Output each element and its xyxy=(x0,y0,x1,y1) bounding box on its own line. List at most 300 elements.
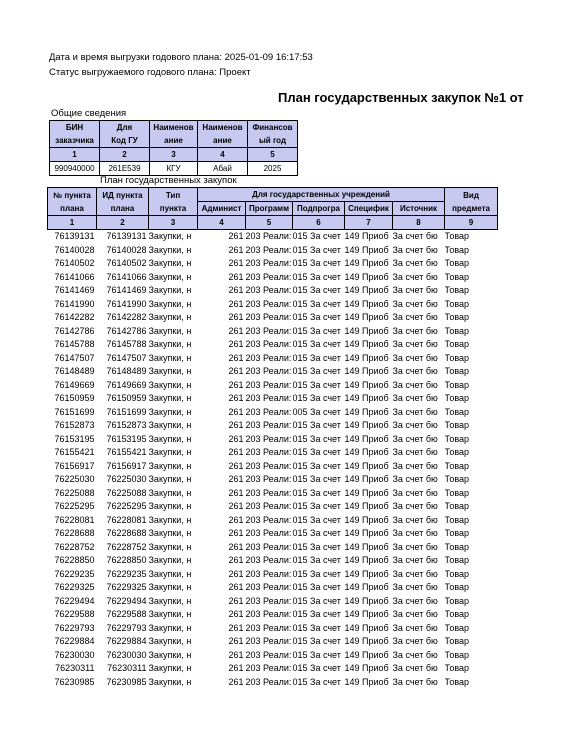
item-type-cell: Закупки, н xyxy=(148,285,192,295)
general-data-row xyxy=(50,162,298,176)
subprogram-cell: 015 За счет xyxy=(292,460,341,471)
subject-type-cell: Товар xyxy=(444,528,470,538)
export-datetime: Дата и время выгрузки годового плана: 2025-01-09 16:17:53 xyxy=(49,52,313,63)
plan-item-no-cell: 76225295 xyxy=(54,501,95,511)
table-row xyxy=(48,500,498,514)
specifics-cell: 149 Приоб xyxy=(344,541,389,552)
header-name: Наименов ание xyxy=(150,121,198,148)
subprogram-cell: 015 За счет xyxy=(292,231,341,241)
item-type-cell: Закупки, н xyxy=(148,501,192,511)
table-row xyxy=(48,622,498,636)
table-row xyxy=(48,325,498,339)
plan-item-no-cell: 76229235 xyxy=(54,568,95,579)
program-cell: 203 Реали: xyxy=(245,514,292,525)
source-cell: За счет бю xyxy=(392,447,438,457)
subprogram-cell: 015 За счет xyxy=(292,622,341,633)
source-cell: За счет бю xyxy=(392,649,438,660)
specifics-cell: 149 Приоб xyxy=(344,514,389,525)
plan-header-row xyxy=(48,188,498,202)
item-type-cell: Закупки, н xyxy=(148,487,192,498)
header-government-institutions: Для государственных учреждений xyxy=(198,188,445,202)
header-program: Программ xyxy=(246,202,293,216)
source-cell: За счет бю xyxy=(392,487,438,498)
specifics-cell: 149 Приоб xyxy=(344,352,389,363)
plan-item-id-cell: 76230311 xyxy=(107,663,147,673)
source-cell: За счет бю xyxy=(392,433,438,444)
program-cell: 203 Реали: xyxy=(245,474,292,484)
table-row xyxy=(48,649,498,663)
source-cell: За счет бю xyxy=(392,244,438,255)
specifics-cell: 149 Приоб xyxy=(344,636,389,646)
subject-type-cell: Товар xyxy=(444,663,470,673)
program-cell: 203 Реали: xyxy=(245,555,292,565)
header-name-2: Наименов ание xyxy=(198,121,248,148)
bin-value: 990940000 xyxy=(50,162,100,176)
name-value-2: Абай xyxy=(198,162,248,176)
specifics-cell: 149 Приоб xyxy=(344,433,389,444)
subprogram-cell: 015 За счет xyxy=(292,433,341,444)
program-cell: 203 Реали: xyxy=(245,379,292,390)
plan-status: Статус выгружаемого годового плана: Проект xyxy=(49,67,251,78)
administrator-cell: 261 xyxy=(228,636,244,646)
source-cell: За счет бю xyxy=(392,285,438,295)
plan-item-id-cell: 76148489 xyxy=(106,366,147,376)
table-row xyxy=(48,514,498,528)
plan-item-id-cell: 76152873 xyxy=(106,420,147,430)
specifics-cell: 149 Приоб xyxy=(344,663,389,673)
subject-type-cell: Товар xyxy=(444,366,470,376)
program-cell: 203 Реали: xyxy=(245,582,292,592)
column-number: 5 xyxy=(246,216,293,230)
administrator-cell: 261 xyxy=(228,433,244,444)
program-cell: 203 Реали: xyxy=(245,258,292,268)
subprogram-cell: 015 За счет xyxy=(292,339,341,349)
subprogram-cell: 015 За счет xyxy=(292,285,341,295)
source-cell: За счет бю xyxy=(392,271,438,282)
header-item-type: Тип пункта xyxy=(149,188,198,216)
subprogram-cell: 015 За счет xyxy=(292,325,341,336)
program-cell: 203 Реали: xyxy=(245,339,292,349)
item-type-cell: Закупки, н xyxy=(148,636,192,646)
source-cell: За счет бю xyxy=(392,460,438,471)
plan-item-id-cell: 76225295 xyxy=(106,501,147,511)
plan-item-no-cell: 76147507 xyxy=(54,352,95,363)
plan-item-id-cell: 76229325 xyxy=(106,582,147,592)
table-row xyxy=(48,257,498,271)
subprogram-cell: 015 За счет xyxy=(292,487,341,498)
item-type-cell: Закупки, н xyxy=(148,271,192,282)
table-row xyxy=(48,406,498,420)
subject-type-cell: Товар xyxy=(444,379,470,390)
plan-item-id-cell: 76142786 xyxy=(106,325,147,336)
table-row xyxy=(48,392,498,406)
item-type-cell: Закупки, н xyxy=(148,366,192,376)
subject-type-cell: Товар xyxy=(444,460,470,471)
item-type-cell: Закупки, н xyxy=(148,609,192,619)
plan-item-no-cell: 76155421 xyxy=(54,447,95,457)
subprogram-cell: 015 За счет xyxy=(292,676,341,687)
specifics-cell: 149 Приоб xyxy=(344,487,389,498)
plan-item-id-cell: 76230030 xyxy=(106,649,147,660)
plan-item-id-cell: 76229793 xyxy=(106,622,147,633)
administrator-cell: 261 xyxy=(228,582,244,592)
subject-type-cell: Товар xyxy=(444,312,470,322)
item-type-cell: Закупки, н xyxy=(148,406,192,417)
subprogram-cell: 015 За счет xyxy=(292,501,341,511)
program-cell: 203 Реали: xyxy=(245,325,292,336)
header-plan-item-id: ИД пункта плана xyxy=(97,188,149,216)
administrator-cell: 261 xyxy=(228,420,244,430)
administrator-cell: 261 xyxy=(228,393,244,403)
plan-item-no-cell: 76141990 xyxy=(54,298,95,309)
subject-type-cell: Товар xyxy=(444,622,470,633)
item-type-cell: Закупки, н xyxy=(148,352,192,363)
table-row xyxy=(48,554,498,568)
subject-type-cell: Товар xyxy=(444,595,470,606)
plan-item-no-cell: 76156917 xyxy=(54,460,95,471)
item-type-cell: Закупки, н xyxy=(148,420,192,430)
plan-item-id-cell: 76142282 xyxy=(106,312,147,322)
program-cell: 203 Реали: xyxy=(245,393,292,403)
general-number-row xyxy=(50,148,298,162)
program-cell: 203 Реали: xyxy=(245,433,292,444)
subject-type-cell: Товар xyxy=(444,271,470,282)
source-cell: За счет бю xyxy=(392,595,438,606)
program-cell: 203 Реали: xyxy=(245,622,292,633)
specifics-cell: 149 Приоб xyxy=(344,676,389,687)
administrator-cell: 261 xyxy=(228,298,244,309)
general-info-caption: Общие сведения xyxy=(51,108,127,119)
administrator-cell: 261 xyxy=(228,595,244,606)
program-cell: 203 Реали: xyxy=(245,298,292,309)
administrator-cell: 261 xyxy=(228,325,244,336)
program-cell: 203 Реали: xyxy=(245,568,292,579)
plan-item-id-cell: 76228688 xyxy=(106,528,147,538)
program-cell: 203 Реали: xyxy=(245,312,292,322)
plan-rows xyxy=(48,230,498,690)
item-type-cell: Закупки, н xyxy=(148,595,192,606)
subject-type-cell: Товар xyxy=(444,447,470,457)
program-cell: 203 Реали: xyxy=(245,271,292,282)
source-cell: За счет бю xyxy=(392,393,438,403)
subject-type-cell: Товар xyxy=(444,636,470,646)
subject-type-cell: Товар xyxy=(444,298,470,309)
plan-item-id-cell: 76229588 xyxy=(106,609,147,619)
plan-item-id-cell: 76228850 xyxy=(106,555,147,565)
plan-item-no-cell: 76151699 xyxy=(54,406,95,417)
source-cell: За счет бю xyxy=(392,636,438,646)
administrator-cell: 261 xyxy=(228,501,244,511)
item-type-cell: Закупки, н xyxy=(148,649,192,660)
administrator-cell: 261 xyxy=(228,258,244,268)
source-cell: За счет бю xyxy=(392,609,438,619)
column-number: 8 xyxy=(393,216,445,230)
plan-item-no-cell: 76229325 xyxy=(54,582,95,592)
source-cell: За счет бю xyxy=(392,541,438,552)
table-row xyxy=(48,460,498,474)
administrator-cell: 261 xyxy=(228,568,244,579)
plan-item-no-cell: 76225030 xyxy=(54,474,95,484)
program-cell: 203 Реали: xyxy=(245,636,292,646)
plan-item-id-cell: 76140028 xyxy=(106,244,147,255)
subprogram-cell: 015 За счет xyxy=(292,663,341,673)
plan-item-no-cell: 76229588 xyxy=(54,609,95,619)
subprogram-cell: 015 За счет xyxy=(292,649,341,660)
subprogram-cell: 015 За счет xyxy=(292,582,341,592)
plan-item-id-cell: 76139131 xyxy=(106,231,147,241)
plan-item-id-cell: 76141066 xyxy=(106,271,147,282)
header-bin: БИН заказчика xyxy=(50,121,100,148)
specifics-cell: 149 Приоб xyxy=(344,271,389,282)
program-cell: 203 Реали: xyxy=(245,487,292,498)
table-row xyxy=(48,298,498,312)
column-number: 2 xyxy=(100,148,150,162)
plan-item-id-cell: 76141990 xyxy=(106,298,147,309)
column-number: 4 xyxy=(198,148,248,162)
column-number: 4 xyxy=(198,216,246,230)
specifics-cell: 149 Приоб xyxy=(344,595,389,606)
procurement-plan-table xyxy=(47,187,498,689)
source-cell: За счет бю xyxy=(392,298,438,309)
program-cell: 203 Реали: xyxy=(245,460,292,471)
subject-type-cell: Товар xyxy=(444,231,470,241)
table-row xyxy=(48,352,498,366)
item-type-cell: Закупки, н xyxy=(148,231,192,241)
subprogram-cell: 015 За счет xyxy=(292,298,341,309)
administrator-cell: 261 xyxy=(228,231,244,241)
item-type-cell: Закупки, н xyxy=(148,393,192,403)
table-row xyxy=(48,338,498,352)
specifics-cell: 149 Приоб xyxy=(344,460,389,471)
administrator-cell: 261 xyxy=(228,609,244,619)
item-type-cell: Закупки, н xyxy=(148,582,192,592)
item-type-cell: Закупки, н xyxy=(148,528,192,538)
plan-item-no-cell: 76230311 xyxy=(55,663,95,673)
subprogram-cell: 015 За счет xyxy=(292,595,341,606)
specifics-cell: 149 Приоб xyxy=(344,312,389,322)
item-type-cell: Закупки, н xyxy=(148,622,192,633)
item-type-cell: Закупки, н xyxy=(148,676,192,687)
item-type-cell: Закупки, н xyxy=(148,555,192,565)
program-cell: 203 Реали: xyxy=(245,663,292,673)
table-row xyxy=(48,662,498,676)
table-row xyxy=(48,365,498,379)
column-number: 7 xyxy=(345,216,393,230)
source-cell: За счет бю xyxy=(392,420,438,430)
administrator-cell: 261 xyxy=(228,339,244,349)
administrator-cell: 261 xyxy=(228,474,244,484)
plan-item-no-cell: 76152873 xyxy=(54,420,95,430)
program-cell: 203 Реали: xyxy=(245,366,292,376)
program-cell: 203 Реали: xyxy=(245,595,292,606)
name-value: КГУ xyxy=(150,162,198,176)
subprogram-cell: 015 За счет xyxy=(292,352,341,363)
item-type-cell: Закупки, н xyxy=(148,514,192,525)
specifics-cell: 149 Приоб xyxy=(344,474,389,484)
header-administrator: Админист xyxy=(198,202,246,216)
program-cell: 203 Реали: xyxy=(245,541,292,552)
plan-item-id-cell: 76228752 xyxy=(106,541,147,552)
plan-item-no-cell: 76139131 xyxy=(54,231,95,241)
specifics-cell: 149 Приоб xyxy=(344,649,389,660)
source-cell: За счет бю xyxy=(392,379,438,390)
plan-item-id-cell: 76141469 xyxy=(106,285,147,295)
subprogram-cell: 015 За счет xyxy=(292,420,341,430)
subprogram-cell: 015 За счет xyxy=(292,379,341,390)
column-number: 1 xyxy=(48,216,97,230)
subprogram-cell: 015 За счет xyxy=(292,528,341,538)
plan-item-no-cell: 76153195 xyxy=(54,433,95,444)
administrator-cell: 261 xyxy=(228,649,244,660)
source-cell: За счет бю xyxy=(392,528,438,538)
program-cell: 203 Реали: xyxy=(245,420,292,430)
subprogram-cell: 015 За счет xyxy=(292,312,341,322)
specifics-cell: 149 Приоб xyxy=(344,339,389,349)
column-number: 2 xyxy=(97,216,149,230)
program-cell: 203 Реали: xyxy=(245,244,292,255)
item-type-cell: Закупки, н xyxy=(148,447,192,457)
program-cell: 203 Реали: xyxy=(245,285,292,295)
plan-item-no-cell: 76225088 xyxy=(54,487,95,498)
administrator-cell: 261 xyxy=(228,285,244,295)
administrator-cell: 261 xyxy=(228,406,244,417)
specifics-cell: 149 Приоб xyxy=(344,420,389,430)
table-row xyxy=(48,541,498,555)
column-number: 1 xyxy=(50,148,100,162)
subject-type-cell: Товар xyxy=(444,244,470,255)
table-row xyxy=(48,595,498,609)
administrator-cell: 261 xyxy=(228,447,244,457)
item-type-cell: Закупки, н xyxy=(148,663,192,673)
program-cell: 203 Реали: xyxy=(245,649,292,660)
subject-type-cell: Товар xyxy=(444,420,470,430)
administrator-cell: 261 xyxy=(228,312,244,322)
subprogram-cell: 015 За счет xyxy=(292,271,341,282)
subject-type-cell: Товар xyxy=(444,676,470,687)
program-cell: 203 Реали: xyxy=(245,352,292,363)
plan-item-id-cell: 76228081 xyxy=(106,514,147,525)
item-type-cell: Закупки, н xyxy=(148,325,192,336)
program-cell: 203 Реали: xyxy=(245,447,292,457)
plan-item-no-cell: 76230030 xyxy=(54,649,95,660)
specifics-cell: 149 Приоб xyxy=(344,298,389,309)
plan-item-no-cell: 76141469 xyxy=(54,285,95,295)
program-cell: 203 Реали: xyxy=(245,676,292,687)
plan-item-no-cell: 76149669 xyxy=(54,379,95,390)
plan-item-no-cell: 76228688 xyxy=(54,528,95,538)
program-cell: 203 Реали: xyxy=(245,231,292,241)
subject-type-cell: Товар xyxy=(444,501,470,511)
table-row xyxy=(48,433,498,447)
column-number: 6 xyxy=(293,216,345,230)
table-row xyxy=(48,271,498,285)
specifics-cell: 149 Приоб xyxy=(344,406,389,417)
page-title: План государственных закупок №1 от xyxy=(278,90,524,105)
source-cell: За счет бю xyxy=(392,501,438,511)
subprogram-cell: 015 За счет xyxy=(292,366,341,376)
administrator-cell: 261 xyxy=(228,352,244,363)
source-cell: За счет бю xyxy=(392,514,438,525)
plan-item-id-cell: 76229494 xyxy=(106,595,147,606)
source-cell: За счет бю xyxy=(392,366,438,376)
subject-type-cell: Товар xyxy=(444,406,470,417)
table-row xyxy=(48,487,498,501)
plan-item-id-cell: 76225030 xyxy=(106,474,147,484)
item-type-cell: Закупки, н xyxy=(148,474,192,484)
administrator-cell: 261 xyxy=(228,555,244,565)
column-number: 3 xyxy=(150,148,198,162)
specifics-cell: 149 Приоб xyxy=(344,366,389,376)
header-subject-type: Вид предмета xyxy=(445,188,498,216)
subject-type-cell: Товар xyxy=(444,541,470,552)
plan-item-no-cell: 76141066 xyxy=(54,271,95,282)
plan-item-no-cell: 76229494 xyxy=(54,595,95,606)
header-specifics: Специфик xyxy=(345,202,393,216)
administrator-cell: 261 xyxy=(228,541,244,552)
header-subprogram: Подпрогра xyxy=(293,202,345,216)
column-number: 9 xyxy=(445,216,498,230)
plan-item-id-cell: 76140502 xyxy=(106,258,147,268)
table-row xyxy=(48,419,498,433)
fiscal-year-value: 2025 xyxy=(248,162,298,176)
specifics-cell: 149 Приоб xyxy=(344,528,389,538)
administrator-cell: 261 xyxy=(228,366,244,376)
source-cell: За счет бю xyxy=(392,663,438,673)
column-number: 5 xyxy=(248,148,298,162)
table-row xyxy=(48,284,498,298)
specifics-cell: 149 Приоб xyxy=(344,244,389,255)
program-cell: 203 Реали: xyxy=(245,609,292,619)
source-cell: За счет бю xyxy=(392,352,438,363)
subject-type-cell: Товар xyxy=(444,339,470,349)
source-cell: За счет бю xyxy=(392,258,438,268)
subject-type-cell: Товар xyxy=(444,433,470,444)
administrator-cell: 261 xyxy=(228,379,244,390)
general-info-table xyxy=(49,120,298,176)
table-row xyxy=(48,608,498,622)
administrator-cell: 261 xyxy=(228,244,244,255)
subprogram-cell: 015 За счет xyxy=(292,447,341,457)
item-type-cell: Закупки, н xyxy=(148,568,192,579)
specifics-cell: 149 Приоб xyxy=(344,555,389,565)
subprogram-cell: 015 За счет xyxy=(292,636,341,646)
source-cell: За счет бю xyxy=(392,568,438,579)
subject-type-cell: Товар xyxy=(444,555,470,565)
table-row xyxy=(48,244,498,258)
plan-item-id-cell: 76147507 xyxy=(106,352,147,363)
specifics-cell: 149 Приоб xyxy=(344,393,389,403)
subprogram-cell: 015 За счет xyxy=(292,555,341,565)
subject-type-cell: Товар xyxy=(444,325,470,336)
plan-item-id-cell: 76145788 xyxy=(106,339,147,349)
plan-item-id-cell: 76149669 xyxy=(106,379,147,390)
general-header-row xyxy=(50,121,298,148)
plan-item-id-cell: 76225088 xyxy=(106,487,147,498)
header-fiscal-year: Финансов ый год xyxy=(248,121,298,148)
subject-type-cell: Товар xyxy=(444,474,470,484)
source-cell: За счет бю xyxy=(392,555,438,565)
gu-code-value: 261E539 xyxy=(100,162,150,176)
subject-type-cell: Товар xyxy=(444,393,470,403)
plan-item-no-cell: 76228850 xyxy=(54,555,95,565)
column-number: 3 xyxy=(149,216,198,230)
subprogram-cell: 015 За счет xyxy=(292,609,341,619)
plan-item-no-cell: 76229884 xyxy=(54,636,95,646)
subprogram-cell: 015 За счет xyxy=(292,393,341,403)
source-cell: За счет бю xyxy=(392,582,438,592)
program-cell: 203 Реали: xyxy=(245,406,292,417)
subject-type-cell: Товар xyxy=(444,487,470,498)
